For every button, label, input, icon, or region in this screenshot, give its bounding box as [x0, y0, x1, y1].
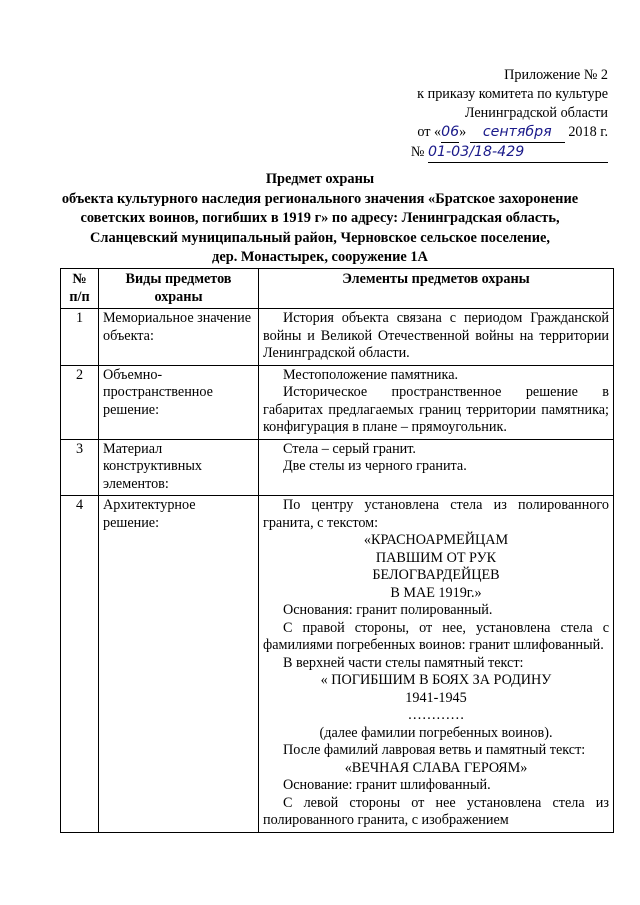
inscription-line: «ВЕЧНАЯ СЛАВА ГЕРОЯМ»: [344, 759, 528, 776]
inscription-line: (далее фамилии погребенных воинов).: [319, 724, 553, 741]
document-title: [0, 170, 640, 268]
inscription-line: БЕЛОГВАРДЕЙЦЕВ: [372, 567, 500, 583]
row-elements: [259, 439, 614, 496]
table-row: [61, 309, 614, 366]
header-num: № п/п: [61, 269, 99, 309]
row-kind: Объемно-пространственное решение:: [99, 365, 259, 439]
order-number: [393, 143, 608, 163]
order-line-1: к приказу комитета по культуре: [417, 86, 608, 102]
row-elements: [259, 309, 614, 366]
title-line-5: дер. Монастырек, сооружение 1А: [212, 249, 428, 265]
title-line-4: Сланцевский муниципальный район, Черновское сельское поселение,: [90, 229, 550, 246]
row-paragraph: Основания: гранит полированный.: [283, 602, 493, 618]
row-paragraph: Две стелы из черного гранита.: [283, 458, 467, 474]
row-number: 4: [61, 496, 99, 833]
inscription-line: « ПОГИБШИМ В БОЯХ ЗА РОДИНУ: [320, 672, 552, 688]
order-date: [393, 123, 608, 143]
row-paragraph: После фамилий лавровая ветвь и памятный текст:: [283, 742, 586, 758]
date-year: 2018 г.: [568, 124, 608, 140]
row-number: 3: [61, 439, 99, 496]
table-row: [61, 496, 614, 833]
date-prefix: от «: [417, 124, 442, 140]
row-elements: [259, 496, 614, 833]
row-paragraph: История объекта связана с периодом Гражданской войны и Великой Отечественной войны на территории Ленинградской области.: [263, 310, 609, 361]
header-elements: Элементы предметов охраны: [259, 269, 614, 309]
table-row: [61, 439, 614, 496]
title-line-3: советских воинов, погибших в 1919 г» по адресу: Ленинградская область,: [80, 210, 560, 226]
document-header: [393, 66, 608, 163]
table-row: [61, 365, 614, 439]
inscription-line: …………: [407, 707, 465, 723]
title-line-2: объекта культурного наследия регионального значения «Братское захоронение: [61, 190, 579, 207]
order-line-2: Ленинградской области: [464, 105, 608, 121]
inscription-line: ПАВШИМ ОТ РУК: [375, 549, 497, 566]
row-number: 1: [61, 309, 99, 366]
row-paragraph: По центру установлена стела из полированного гранита, с текстом:: [263, 497, 609, 531]
row-kind: Архитектурное решение:: [99, 496, 259, 833]
header-kind: Виды предметов охраны: [99, 269, 259, 309]
row-paragraph: Историческое пространственное решение в габаритах предлагаемых границ территории памятника; конфигурация в плане – прямоугольник.: [263, 384, 609, 435]
row-kind: Материал конструктивных элементов:: [99, 439, 259, 496]
row-paragraph: С правой стороны, от нее, установлена стела с фамилиями погребенных воинов: гранит шлифованный.: [263, 619, 609, 653]
inscription-line: В МАЕ 1919г.»: [390, 584, 482, 601]
number-value: 01-03/18-429: [428, 143, 608, 163]
appendix-label: Приложение № 2: [504, 67, 608, 83]
table-header-row: [61, 269, 614, 309]
title-line-1: Предмет охраны: [265, 171, 375, 187]
row-paragraph: В верхней части стелы памятный текст:: [283, 654, 524, 671]
row-elements: [259, 365, 614, 439]
date-mid: »: [459, 124, 467, 140]
number-prefix: №: [410, 144, 425, 160]
row-kind: Мемориальное значение объекта:: [99, 309, 259, 366]
date-day: 06: [441, 123, 459, 143]
row-paragraph: Местоположение памятника.: [283, 366, 459, 383]
inscription-line: «КРАСНОАРМЕЙЦАМ: [363, 532, 509, 548]
row-paragraph: Основание: гранит шлифованный.: [283, 777, 491, 793]
protection-table: [60, 268, 614, 833]
row-paragraph: Стела – серый гранит.: [283, 440, 416, 457]
row-number: 2: [61, 365, 99, 439]
date-month: сентября: [470, 123, 565, 143]
row-paragraph: С левой стороны от нее установлена стела из полированного гранита, с изображением: [263, 794, 609, 828]
inscription-line: 1941-1945: [405, 689, 467, 706]
